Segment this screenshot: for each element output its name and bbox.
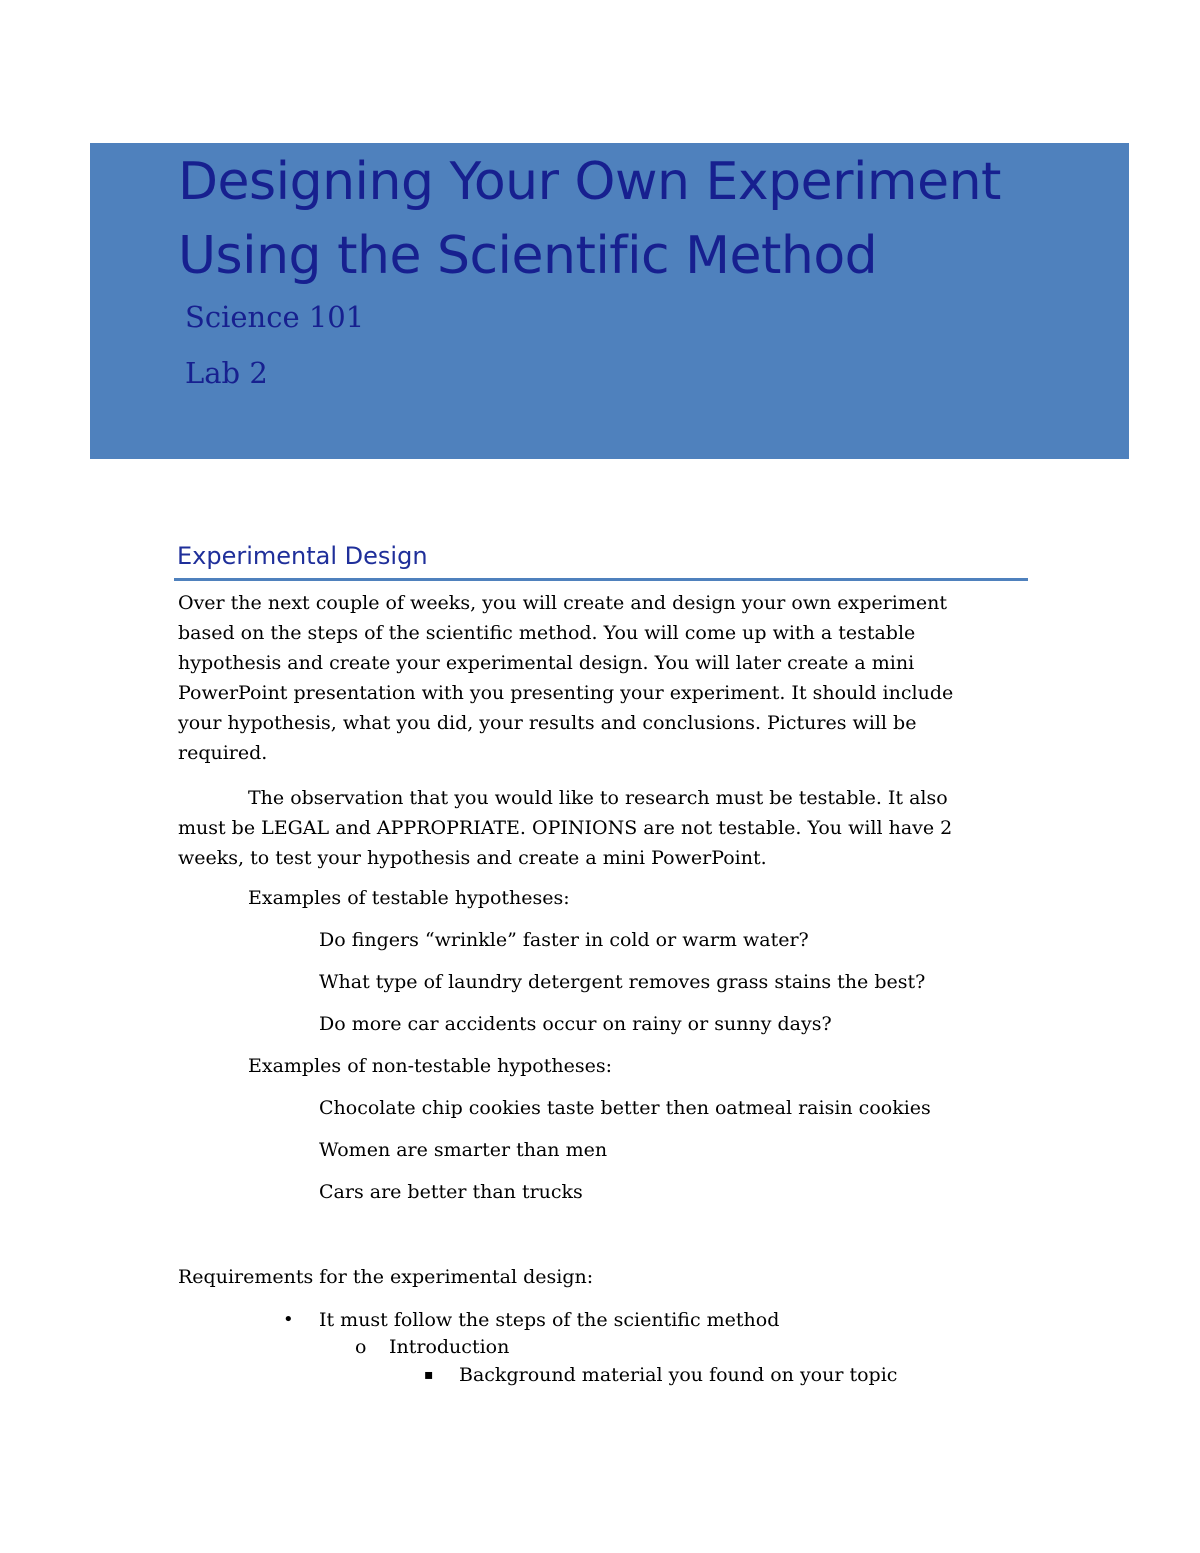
paragraph-line: Over the next couple of weeks, you will create and design your own experiment (178, 592, 947, 614)
course-name: Science 101 (185, 300, 365, 334)
intro-paragraph (178, 588, 1018, 768)
non-testable-examples-heading: Examples of non-testable hypotheses: (248, 1055, 612, 1077)
non-testable-example-item: Cars are better than trucks (319, 1181, 583, 1203)
paragraph-line: The observation that you would like to research must be testable. It also (248, 787, 948, 809)
paragraph-line: based on the steps of the scientific method. You will come up with a testable (178, 622, 916, 644)
bullet-disc-icon: • (283, 1309, 294, 1330)
requirement-item: It must follow the steps of the scientific method (319, 1309, 780, 1331)
testable-example-item: What type of laundry detergent removes grass stains the best? (319, 971, 926, 993)
requirements-heading: Requirements for the experimental design: (178, 1266, 594, 1288)
testable-example-item: Do fingers “wrinkle” faster in cold or warm water? (319, 929, 809, 951)
lab-number: Lab 2 (185, 356, 268, 390)
document-title-line-1: Designing Your Own Experiment (178, 152, 1001, 212)
paragraph-line: your hypothesis, what you did, your results and conclusions. Pictures will be (178, 712, 917, 734)
non-testable-example-item: Women are smarter than men (319, 1139, 608, 1161)
paragraph-line: weeks, to test your hypothesis and create a mini PowerPoint. (178, 847, 767, 869)
testable-examples-heading: Examples of testable hypotheses: (248, 887, 570, 909)
non-testable-example-item: Chocolate chip cookies taste better then oatmeal raisin cookies (319, 1097, 931, 1119)
section-divider (174, 578, 1028, 581)
paragraph-line: required. (178, 742, 268, 764)
requirement-sub-sub-item: Background material you found on your topic (459, 1364, 898, 1386)
section-heading: Experimental Design (177, 542, 428, 570)
paragraph-line: hypothesis and create your experimental design. You will later create a mini (178, 652, 915, 674)
paragraph-line: PowerPoint presentation with you presenting your experiment. It should include (178, 682, 954, 704)
bullet-circle-icon: o (355, 1336, 367, 1358)
testable-example-item: Do more car accidents occur on rainy or sunny days? (319, 1013, 832, 1035)
paragraph-line: must be LEGAL and APPROPRIATE. OPINIONS are not testable. You will have 2 (178, 817, 953, 839)
requirement-sub-item: Introduction (389, 1336, 510, 1358)
document-title-line-2: Using the Scientific Method (178, 226, 878, 286)
observation-paragraph (178, 783, 1018, 873)
bullet-square-icon: ▪ (424, 1367, 434, 1383)
